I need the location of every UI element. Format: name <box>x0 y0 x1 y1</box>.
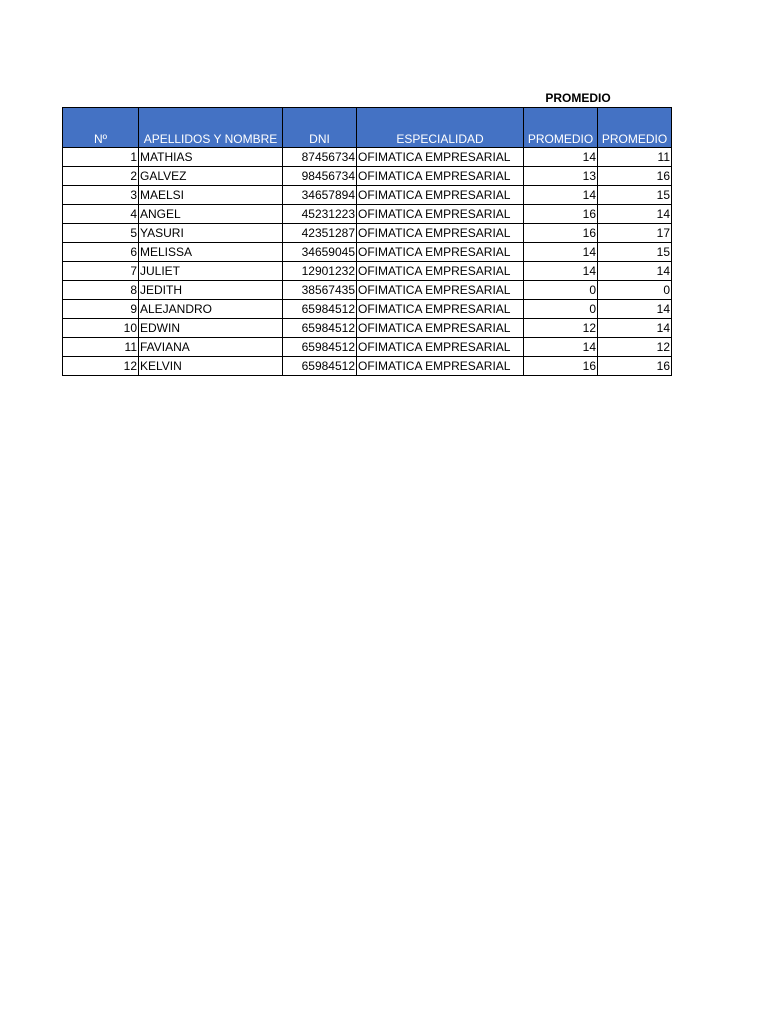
cell-number: 6 <box>63 243 139 262</box>
cell-promedio-1: 14 <box>524 148 598 167</box>
cell-promedio-1: 14 <box>524 262 598 281</box>
cell-promedio-2: 14 <box>598 262 672 281</box>
cell-especialidad: OFIMATICA EMPRESARIAL <box>357 300 524 319</box>
cell-number: 7 <box>63 262 139 281</box>
cell-promedio-1: 16 <box>524 205 598 224</box>
cell-especialidad: OFIMATICA EMPRESARIAL <box>357 357 524 376</box>
cell-dni: 38567435 <box>283 281 357 300</box>
cell-dni: 42351287 <box>283 224 357 243</box>
cell-promedio-2: 0 <box>598 281 672 300</box>
cell-name: MELISSA <box>139 243 283 262</box>
cell-promedio-1: 13 <box>524 167 598 186</box>
cell-dni: 34659045 <box>283 243 357 262</box>
cell-promedio-2: 15 <box>598 243 672 262</box>
table-row <box>63 262 672 281</box>
cell-dni: 87456734 <box>283 148 357 167</box>
cell-name: GALVEZ <box>139 167 283 186</box>
cell-name: FAVIANA <box>139 338 283 357</box>
cell-name: MAELSI <box>139 186 283 205</box>
table-row <box>63 148 672 167</box>
cell-promedio-1: 16 <box>524 224 598 243</box>
cell-especialidad: OFIMATICA EMPRESARIAL <box>357 338 524 357</box>
cell-promedio-2: 16 <box>598 167 672 186</box>
cell-promedio-2: 11 <box>598 148 672 167</box>
cell-number: 8 <box>63 281 139 300</box>
header-especialidad: ESPECIALIDAD <box>357 108 524 148</box>
table-row <box>63 281 672 300</box>
header-promedio-2: PROMEDIO <box>598 108 672 148</box>
cell-promedio-1: 0 <box>524 300 598 319</box>
cell-number: 12 <box>63 357 139 376</box>
cell-number: 4 <box>63 205 139 224</box>
promedio-group-header: PROMEDIO <box>545 91 611 105</box>
cell-name: YASURI <box>139 224 283 243</box>
cell-dni: 65984512 <box>283 357 357 376</box>
cell-number: 10 <box>63 319 139 338</box>
cell-dni: 98456734 <box>283 167 357 186</box>
cell-name: MATHIAS <box>139 148 283 167</box>
cell-promedio-2: 14 <box>598 300 672 319</box>
header-name: APELLIDOS Y NOMBRE <box>139 108 283 148</box>
cell-especialidad: OFIMATICA EMPRESARIAL <box>357 319 524 338</box>
cell-dni: 65984512 <box>283 300 357 319</box>
cell-number: 9 <box>63 300 139 319</box>
cell-especialidad: OFIMATICA EMPRESARIAL <box>357 148 524 167</box>
header-number: Nº <box>63 108 139 148</box>
table-row <box>63 357 672 376</box>
cell-promedio-1: 14 <box>524 338 598 357</box>
cell-promedio-2: 15 <box>598 186 672 205</box>
table-row <box>63 224 672 243</box>
cell-promedio-1: 14 <box>524 243 598 262</box>
cell-especialidad: OFIMATICA EMPRESARIAL <box>357 243 524 262</box>
cell-number: 11 <box>63 338 139 357</box>
cell-especialidad: OFIMATICA EMPRESARIAL <box>357 186 524 205</box>
cell-especialidad: OFIMATICA EMPRESARIAL <box>357 262 524 281</box>
cell-especialidad: OFIMATICA EMPRESARIAL <box>357 281 524 300</box>
cell-name: ALEJANDRO <box>139 300 283 319</box>
cell-name: KELVIN <box>139 357 283 376</box>
cell-name: ANGEL <box>139 205 283 224</box>
table-row <box>63 243 672 262</box>
cell-promedio-2: 14 <box>598 319 672 338</box>
cell-promedio-1: 0 <box>524 281 598 300</box>
table-row <box>63 167 672 186</box>
cell-dni: 34657894 <box>283 186 357 205</box>
cell-dni: 12901232 <box>283 262 357 281</box>
cell-especialidad: OFIMATICA EMPRESARIAL <box>357 224 524 243</box>
cell-number: 1 <box>63 148 139 167</box>
cell-name: EDWIN <box>139 319 283 338</box>
cell-promedio-2: 16 <box>598 357 672 376</box>
cell-promedio-2: 17 <box>598 224 672 243</box>
cell-number: 5 <box>63 224 139 243</box>
cell-name: JULIET <box>139 262 283 281</box>
cell-promedio-2: 12 <box>598 338 672 357</box>
cell-number: 2 <box>63 167 139 186</box>
cell-promedio-2: 14 <box>598 205 672 224</box>
cell-dni: 65984512 <box>283 319 357 338</box>
cell-dni: 45231223 <box>283 205 357 224</box>
table-row <box>63 186 672 205</box>
table-row <box>63 300 672 319</box>
cell-especialidad: OFIMATICA EMPRESARIAL <box>357 167 524 186</box>
students-table <box>62 107 672 376</box>
cell-especialidad: OFIMATICA EMPRESARIAL <box>357 205 524 224</box>
cell-promedio-1: 14 <box>524 186 598 205</box>
header-row <box>63 108 672 148</box>
table-row <box>63 319 672 338</box>
cell-dni: 65984512 <box>283 338 357 357</box>
table-row <box>63 205 672 224</box>
cell-number: 3 <box>63 186 139 205</box>
header-dni: DNI <box>283 108 357 148</box>
cell-promedio-1: 12 <box>524 319 598 338</box>
header-promedio-1: PROMEDIO <box>524 108 598 148</box>
cell-promedio-1: 16 <box>524 357 598 376</box>
table-row <box>63 338 672 357</box>
cell-name: JEDITH <box>139 281 283 300</box>
